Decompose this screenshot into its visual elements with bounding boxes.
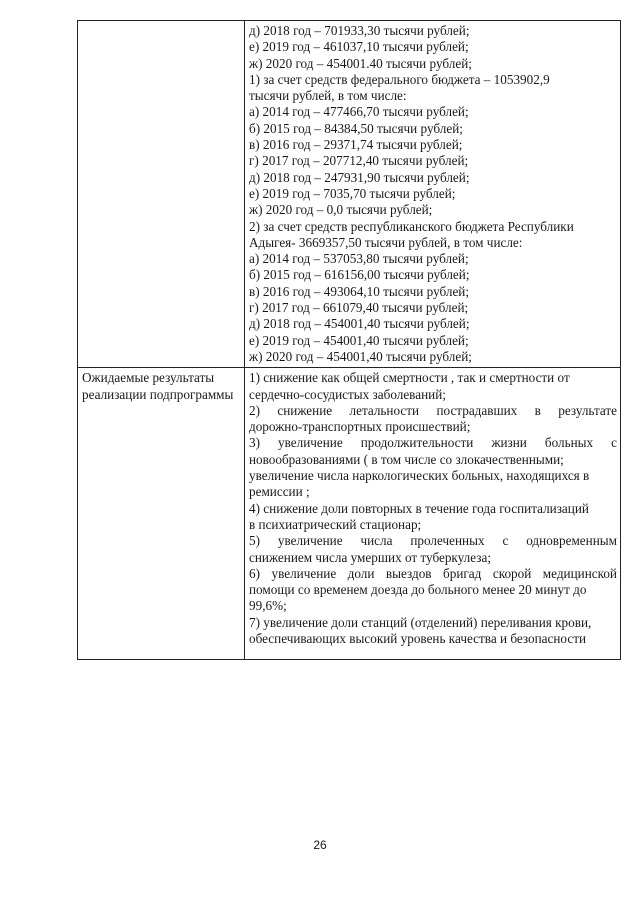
row-heading-line: Ожидаемые результаты: [82, 370, 215, 386]
row2-left-cell: [78, 368, 245, 660]
text-line: д) 2018 год – 454001,40 тысячи рублей;: [249, 316, 470, 332]
text-line: д) 2018 год – 247931,90 тысячи рублей;: [249, 169, 470, 185]
text-line: 4) снижение доли повторных в течение года госпитализаций: [249, 500, 589, 516]
text-line: 1) за счет средств федерального бюджета – 1053902,9: [249, 71, 550, 87]
text-line: снижением числа умерших от туберкулеза;: [249, 549, 491, 565]
text-line: 6) увеличение доли выездов бригад скорой медицинской: [249, 565, 617, 581]
text-line: ж) 2020 год – 454001.40 тысячи рублей;: [249, 55, 472, 71]
text-line: новообразованиями ( в том числе со злокачественными;: [249, 451, 564, 467]
text-line: в) 2016 год – 493064,10 тысячи рублей;: [249, 283, 470, 299]
text-line: увеличение числа наркологических больных, находящихся в: [249, 468, 590, 484]
text-line: 2) за счет средств республиканского бюджета Республики: [249, 218, 574, 234]
text-line: 3) увеличение продолжительности жизни больных с: [249, 435, 617, 451]
text-line: в психиатрический стационар;: [249, 516, 422, 532]
table-row: [78, 21, 621, 368]
text-line: г) 2017 год – 207712,40 тысячи рублей;: [249, 153, 469, 169]
page-number: 26: [313, 838, 327, 852]
text-line: б) 2015 год – 84384,50 тысячи рублей;: [249, 120, 463, 136]
text-line: 5) увеличение числа пролеченных с одновременным: [249, 533, 617, 549]
text-line: сердечно-сосудистых заболеваний;: [249, 386, 446, 402]
text-line: е) 2019 год – 454001,40 тысячи рублей;: [249, 332, 469, 348]
text-line: 1) снижение как общей смертности , так и смертности от: [249, 370, 570, 386]
text-line: г) 2017 год – 661079,40 тысячи рублей;: [249, 300, 469, 316]
row2-right-cell: [245, 368, 621, 660]
text-line: б) 2015 год – 616156,00 тысячи рублей;: [249, 267, 470, 283]
text-line: а) 2014 год – 537053,80 тысячи рублей;: [249, 251, 469, 267]
text-line: ж) 2020 год – 454001,40 тысячи рублей;: [249, 348, 472, 364]
table-row: [78, 368, 621, 660]
text-line: 2) снижение летальности пострадавших в результате: [249, 402, 617, 418]
text-line: обеспечивающих высокий уровень качества и безопасности: [249, 630, 587, 646]
text-line: е) 2019 год – 461037,10 тысячи рублей;: [249, 39, 469, 55]
program-table: [77, 20, 621, 660]
text-line: е) 2019 год – 7035,70 тысячи рублей;: [249, 185, 456, 201]
row1-left-cell: [78, 21, 245, 368]
text-line: 99,6%;: [249, 598, 287, 614]
text-line: а) 2014 год – 477466,70 тысячи рублей;: [249, 104, 469, 120]
text-line: ремиссии ;: [249, 484, 310, 500]
text-line: ж) 2020 год – 0,0 тысячи рублей;: [249, 202, 433, 218]
row1-right-cell: [245, 21, 621, 368]
row-heading-line: реализации подпрограммы: [82, 386, 234, 402]
text-line: д) 2018 год – 701933,30 тысячи рублей;: [249, 23, 470, 38]
text-line: 7) увеличение доли станций (отделений) переливания крови,: [249, 614, 592, 630]
text-line: помощи со временем доезда до больного менее 20 минут до: [249, 582, 587, 598]
text-line: тысячи рублей, в том числе:: [249, 88, 407, 104]
text-line: дорожно-транспортных происшествий;: [249, 419, 471, 435]
text-line: Адыгея- 3669357,50 тысячи рублей, в том числе:: [249, 234, 523, 250]
text-line: в) 2016 год – 29371,74 тысячи рублей;: [249, 137, 463, 153]
